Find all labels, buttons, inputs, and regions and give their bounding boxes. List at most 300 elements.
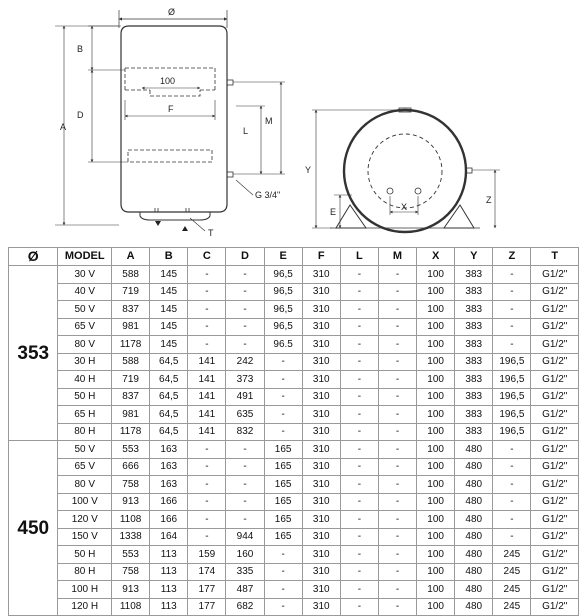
table-row [9,283,579,301]
table-cell: 491 [226,388,264,406]
table-cell: 145 [150,336,188,354]
table-cell: G1/2" [531,458,579,476]
table-cell: 100 [417,266,455,284]
table-cell: 1338 [112,528,150,546]
table-cell: - [264,563,302,581]
table-cell: 310 [302,318,340,336]
column-header: C [188,248,226,266]
table-cell: 100 [417,353,455,371]
table-cell: 100 [417,563,455,581]
table-cell: 245 [493,563,531,581]
table-cell: - [493,476,531,494]
table-cell: 96.5 [264,336,302,354]
table-cell: - [340,511,378,529]
table-cell: 832 [226,423,264,441]
table-cell: - [340,441,378,459]
table-cell: 1178 [112,336,150,354]
table-cell: 141 [188,353,226,371]
table-cell: 310 [302,371,340,389]
table-cell: G1/2" [531,318,579,336]
column-header: L [340,248,378,266]
table-cell: 96,5 [264,283,302,301]
column-header: Y [455,248,493,266]
table-cell: - [378,458,416,476]
table-cell: - [340,493,378,511]
table-cell: 141 [188,423,226,441]
table-cell: - [340,528,378,546]
table-cell: 588 [112,266,150,284]
table-cell: 165 [264,441,302,459]
table-cell: - [378,598,416,616]
table-cell: 165 [264,511,302,529]
table-cell: 480 [455,476,493,494]
table-cell: - [493,441,531,459]
column-header: A [112,248,150,266]
table-row [9,458,579,476]
table-cell: - [378,476,416,494]
table-cell: 373 [226,371,264,389]
table-cell: - [340,301,378,319]
table-cell: - [493,336,531,354]
table-cell: 480 [455,458,493,476]
table-cell: 310 [302,388,340,406]
table-cell: 100 [417,318,455,336]
table-row [9,598,579,616]
model-cell: 65 V [58,318,112,336]
label-y: Y [305,165,312,175]
column-header: M [378,248,416,266]
table-cell: 480 [455,493,493,511]
table-cell: G1/2" [531,598,579,616]
model-cell: 30 V [58,266,112,284]
table-cell: G1/2" [531,266,579,284]
table-cell: 100 [417,546,455,564]
label-a: A [60,122,67,132]
table-cell: - [226,476,264,494]
table-cell: 100 [417,441,455,459]
table-row [9,301,579,319]
table-cell: 64,5 [150,406,188,424]
table-cell: - [188,336,226,354]
label-z: Z [486,195,492,205]
table-cell: 719 [112,283,150,301]
table-cell: 383 [455,301,493,319]
table-cell: 310 [302,353,340,371]
table-cell: 310 [302,441,340,459]
table-cell: 100 [417,301,455,319]
table-cell: - [340,423,378,441]
table-cell: - [188,441,226,459]
table-cell: 242 [226,353,264,371]
model-cell: 40 H [58,371,112,389]
table-cell: 145 [150,266,188,284]
model-cell: 50 H [58,546,112,564]
table-row [9,388,579,406]
table-cell: 100 [417,371,455,389]
table-cell: - [226,266,264,284]
table-cell: 310 [302,283,340,301]
table-cell: - [378,406,416,424]
table-row [9,511,579,529]
table-cell: 310 [302,406,340,424]
table-cell: 480 [455,598,493,616]
table-cell: 145 [150,283,188,301]
front-view [55,10,285,231]
model-cell: 50 H [58,388,112,406]
table-cell: - [493,458,531,476]
table-cell: G1/2" [531,388,579,406]
table-cell: 1108 [112,598,150,616]
label-d: D [77,110,84,120]
table-cell: 196,5 [493,406,531,424]
table-cell: 100 [417,493,455,511]
table-cell: 100 [417,388,455,406]
table-cell: - [340,458,378,476]
table-cell: - [188,476,226,494]
table-cell: - [226,283,264,301]
tank-body [121,26,227,212]
table-cell: 160 [226,546,264,564]
table-row [9,353,579,371]
label-g: G 3/4" [255,190,281,200]
table-cell: G1/2" [531,336,579,354]
table-cell: 310 [302,563,340,581]
table-cell: 100 [417,581,455,599]
table-cell: - [340,563,378,581]
model-cell: 120 V [58,511,112,529]
table-cell: 480 [455,563,493,581]
table-cell: 682 [226,598,264,616]
table-cell: - [264,353,302,371]
table-cell: 100 [417,476,455,494]
label-x: X [401,202,408,212]
table-cell: - [188,266,226,284]
table-row [9,563,579,581]
table-cell: 141 [188,371,226,389]
table-cell: - [226,336,264,354]
table-cell: 480 [455,441,493,459]
model-cell: 80 V [58,476,112,494]
table-cell: - [340,581,378,599]
table-cell: - [340,283,378,301]
table-cell: G1/2" [531,528,579,546]
table-cell: 383 [455,266,493,284]
table-cell: 837 [112,388,150,406]
table-cell: G1/2" [531,406,579,424]
table-body [9,266,579,616]
table-cell: 480 [455,511,493,529]
table-cell: - [264,598,302,616]
table-cell: - [378,546,416,564]
table-cell: - [188,318,226,336]
table-row [9,266,579,284]
table-cell: 383 [455,423,493,441]
table-cell: 310 [302,546,340,564]
model-cell: 50 V [58,301,112,319]
table-row [9,581,579,599]
table-cell: - [340,336,378,354]
table-cell: - [378,301,416,319]
table-cell: 100 [417,528,455,546]
table-cell: 145 [150,301,188,319]
table-cell: 383 [455,388,493,406]
table-cell: - [264,371,302,389]
table-cell: 480 [455,528,493,546]
table-cell: 310 [302,581,340,599]
label-t: T [208,228,214,238]
table-cell: 164 [150,528,188,546]
model-cell: 80 H [58,423,112,441]
table-cell: G1/2" [531,423,579,441]
table-cell: 113 [150,546,188,564]
diameter-group-label: 450 [9,441,58,616]
table-cell: G1/2" [531,441,579,459]
table-cell: 141 [188,388,226,406]
table-cell: - [226,493,264,511]
table-row [9,318,579,336]
label-100: 100 [160,76,176,86]
table-cell: 177 [188,581,226,599]
table-cell: 165 [264,493,302,511]
table-cell: 165 [264,458,302,476]
table-cell: - [493,511,531,529]
table-cell: 310 [302,423,340,441]
table-cell: 64,5 [150,423,188,441]
table-cell: - [378,388,416,406]
table-cell: 196,5 [493,353,531,371]
table-cell: - [378,318,416,336]
table-cell: - [226,458,264,476]
table-cell: 553 [112,441,150,459]
column-header: Z [493,248,531,266]
table-cell: 310 [302,493,340,511]
table-cell: G1/2" [531,283,579,301]
table-cell: G1/2" [531,511,579,529]
table-cell: 100 [417,283,455,301]
table-cell: 163 [150,476,188,494]
model-cell: 80 V [58,336,112,354]
table-cell: - [264,546,302,564]
table-cell: - [340,388,378,406]
table-cell: 196,5 [493,388,531,406]
table-cell: 758 [112,563,150,581]
table-cell: - [378,441,416,459]
table-cell: G1/2" [531,581,579,599]
model-cell: 80 H [58,563,112,581]
table-cell: 100 [417,458,455,476]
table-cell: G1/2" [531,371,579,389]
table-cell: - [378,336,416,354]
column-header: F [302,248,340,266]
model-cell: 100 H [58,581,112,599]
table-cell: - [188,528,226,546]
table-cell: 100 [417,336,455,354]
table-cell: 245 [493,546,531,564]
table-cell: - [340,318,378,336]
table-row [9,546,579,564]
table-cell: 588 [112,353,150,371]
table-cell: 64,5 [150,388,188,406]
table-cell: - [378,266,416,284]
table-cell: G1/2" [531,546,579,564]
table-cell: 758 [112,476,150,494]
table-cell: - [378,511,416,529]
table-cell: 196,5 [493,371,531,389]
model-cell: 120 H [58,598,112,616]
table-cell: 1108 [112,511,150,529]
table-cell: 163 [150,458,188,476]
table-cell: G1/2" [531,563,579,581]
column-header: X [417,248,455,266]
table-cell: - [340,353,378,371]
table-cell: - [493,318,531,336]
label-b: B [77,44,84,54]
table-cell: 310 [302,266,340,284]
table-cell: 383 [455,318,493,336]
table-cell: 64,5 [150,353,188,371]
column-header: T [531,248,579,266]
table-cell: 100 [417,511,455,529]
table-cell: - [340,598,378,616]
table-row [9,371,579,389]
table-cell: 64,5 [150,371,188,389]
label-l: L [243,126,249,136]
table-cell: - [378,371,416,389]
table-cell: 913 [112,493,150,511]
column-header: MODEL [58,248,112,266]
model-cell: 30 H [58,353,112,371]
technical-drawings [0,0,582,240]
table-cell: 480 [455,546,493,564]
table-row [9,476,579,494]
label-m: M [265,116,273,126]
model-cell: 50 V [58,441,112,459]
table-cell: 96,5 [264,266,302,284]
table-cell: 981 [112,318,150,336]
table-cell: - [264,406,302,424]
table-cell: 335 [226,563,264,581]
table-cell: 837 [112,301,150,319]
table-cell: 245 [493,581,531,599]
table-cell: 487 [226,581,264,599]
table-cell: 165 [264,528,302,546]
table-cell: 159 [188,546,226,564]
table-cell: 383 [455,371,493,389]
table-cell: - [226,511,264,529]
column-header: D [226,248,264,266]
table-cell: - [226,441,264,459]
table-cell: G1/2" [531,301,579,319]
table-row [9,406,579,424]
table-cell: G1/2" [531,493,579,511]
table-cell: 719 [112,371,150,389]
table-cell: - [340,476,378,494]
table-cell: 166 [150,493,188,511]
model-cell: 40 V [58,283,112,301]
table-cell: 310 [302,476,340,494]
table-cell: - [264,581,302,599]
table-row [9,336,579,354]
table-cell: - [493,266,531,284]
table-cell: - [493,493,531,511]
column-header: E [264,248,302,266]
table-cell: G1/2" [531,476,579,494]
table-cell: 383 [455,283,493,301]
side-view [312,108,500,232]
table-cell: 245 [493,598,531,616]
table-cell: - [264,388,302,406]
table-cell: 310 [302,336,340,354]
table-cell: - [378,423,416,441]
table-cell: - [264,423,302,441]
table-row [9,528,579,546]
table-row [9,423,579,441]
model-cell: 65 H [58,406,112,424]
table-cell: 553 [112,546,150,564]
table-cell: 166 [150,511,188,529]
table-cell: - [340,266,378,284]
table-cell: 174 [188,563,226,581]
table-cell: 177 [188,598,226,616]
dimensions-table [8,247,579,616]
column-header: Ø [9,248,58,266]
table-header-row [9,248,579,266]
table-cell: - [378,353,416,371]
table-cell: - [188,458,226,476]
table-cell: 480 [455,581,493,599]
table-cell: 113 [150,581,188,599]
table-cell: - [226,318,264,336]
table-cell: - [188,493,226,511]
table-cell: - [493,283,531,301]
table-cell: 100 [417,406,455,424]
table-cell: 165 [264,476,302,494]
model-cell: 65 V [58,458,112,476]
label-f: F [168,104,174,114]
table-cell: 310 [302,301,340,319]
table-row [9,493,579,511]
table-cell: - [493,528,531,546]
table-cell: 666 [112,458,150,476]
table-cell: 383 [455,336,493,354]
table-cell: 310 [302,511,340,529]
table-row [9,441,579,459]
table-cell: 1178 [112,423,150,441]
table-cell: 310 [302,598,340,616]
table-cell: - [378,493,416,511]
table-cell: 383 [455,353,493,371]
table-cell: 113 [150,563,188,581]
table-cell: - [188,511,226,529]
table-cell: - [378,283,416,301]
table-cell: - [340,371,378,389]
table-cell: - [493,301,531,319]
table-cell: 163 [150,441,188,459]
table-cell: - [340,546,378,564]
label-diameter: Ø [168,7,176,17]
drawings-svg [0,0,582,240]
table-cell: - [188,283,226,301]
tank-side-circle [344,110,466,232]
label-e: E [330,207,337,217]
table-cell: 944 [226,528,264,546]
table-cell: - [340,406,378,424]
table-cell: - [378,563,416,581]
table-cell: - [378,528,416,546]
table-cell: 383 [455,406,493,424]
table-cell: - [226,301,264,319]
table-cell: 96,5 [264,301,302,319]
